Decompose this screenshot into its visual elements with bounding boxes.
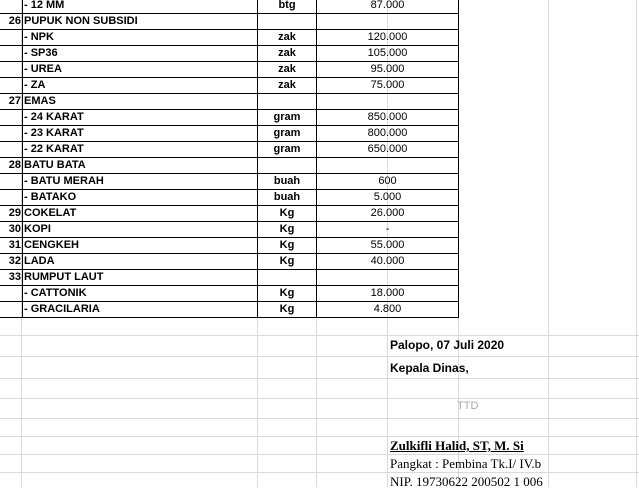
item-unit-cell[interactable]: gram bbox=[258, 110, 317, 126]
row-number-cell[interactable] bbox=[0, 190, 23, 206]
item-name-cell[interactable]: - 12 MM bbox=[23, 0, 258, 14]
row-number-cell[interactable]: 33 bbox=[0, 270, 23, 286]
item-price-cell[interactable]: 105.000 bbox=[317, 46, 459, 62]
item-unit-cell[interactable] bbox=[258, 14, 317, 30]
table-row bbox=[0, 190, 639, 206]
table-row bbox=[0, 238, 639, 254]
item-price-cell[interactable]: 5.000 bbox=[317, 190, 459, 206]
item-price-cell[interactable]: 600 bbox=[317, 174, 459, 190]
table-row bbox=[0, 62, 639, 78]
table-row bbox=[0, 94, 639, 110]
table-row bbox=[0, 142, 639, 158]
table-row bbox=[0, 206, 639, 222]
table-row bbox=[0, 0, 639, 14]
item-name-cell[interactable]: RUMPUT LAUT bbox=[23, 270, 258, 286]
row-number-cell[interactable]: 27 bbox=[0, 94, 23, 110]
table-row bbox=[0, 286, 639, 302]
item-price-cell[interactable] bbox=[317, 270, 459, 286]
table-row bbox=[0, 78, 639, 94]
item-unit-cell[interactable]: btg bbox=[258, 0, 317, 14]
row-number-cell[interactable] bbox=[0, 78, 23, 94]
item-name-cell[interactable]: - 22 KARAT bbox=[23, 142, 258, 158]
item-unit-cell[interactable] bbox=[258, 270, 317, 286]
item-name-cell[interactable]: - NPK bbox=[23, 30, 258, 46]
gridline bbox=[0, 418, 639, 419]
item-name-cell[interactable]: PUPUK NON SUBSIDI bbox=[23, 14, 258, 30]
row-number-cell[interactable]: 32 bbox=[0, 254, 23, 270]
gridline bbox=[0, 436, 639, 437]
item-name-cell[interactable]: - UREA bbox=[23, 62, 258, 78]
item-unit-cell[interactable]: zak bbox=[258, 46, 317, 62]
table-row bbox=[0, 110, 639, 126]
item-name-cell[interactable]: BATU BATA bbox=[23, 158, 258, 174]
item-name-cell[interactable]: - GRACILARIA bbox=[23, 302, 258, 318]
row-number-cell[interactable]: 28 bbox=[0, 158, 23, 174]
item-unit-cell[interactable]: Kg bbox=[258, 206, 317, 222]
table-row bbox=[0, 158, 639, 174]
table-row bbox=[0, 222, 639, 238]
item-name-cell[interactable]: EMAS bbox=[23, 94, 258, 110]
item-price-cell[interactable]: 26.000 bbox=[317, 206, 459, 222]
row-number-cell[interactable] bbox=[0, 62, 23, 78]
row-number-cell[interactable] bbox=[0, 46, 23, 62]
table-row bbox=[0, 30, 639, 46]
item-price-cell[interactable]: 95.000 bbox=[317, 62, 459, 78]
row-number-cell[interactable] bbox=[0, 302, 23, 318]
item-unit-cell[interactable]: Kg bbox=[258, 302, 317, 318]
item-name-cell[interactable]: - ZA bbox=[23, 78, 258, 94]
item-unit-cell[interactable]: Kg bbox=[258, 254, 317, 270]
item-price-cell[interactable]: - bbox=[317, 222, 459, 238]
item-price-cell[interactable]: 850.000 bbox=[317, 110, 459, 126]
item-price-cell[interactable]: 120.000 bbox=[317, 30, 459, 46]
item-name-cell[interactable]: - BATU MERAH bbox=[23, 174, 258, 190]
item-name-cell[interactable]: - CATTONIK bbox=[23, 286, 258, 302]
item-name-cell[interactable]: - 24 KARAT bbox=[23, 110, 258, 126]
table-row bbox=[0, 14, 639, 30]
gridline bbox=[0, 378, 639, 379]
item-unit-cell[interactable]: Kg bbox=[258, 238, 317, 254]
item-price-cell[interactable] bbox=[317, 158, 459, 174]
item-unit-cell[interactable]: Kg bbox=[258, 286, 317, 302]
table-row bbox=[0, 254, 639, 270]
row-number-cell[interactable] bbox=[0, 0, 23, 14]
item-name-cell[interactable]: CENGKEH bbox=[23, 238, 258, 254]
item-price-cell[interactable] bbox=[317, 94, 459, 110]
table-row bbox=[0, 174, 639, 190]
item-unit-cell[interactable]: gram bbox=[258, 126, 317, 142]
row-number-cell[interactable]: 31 bbox=[0, 238, 23, 254]
item-unit-cell[interactable]: buah bbox=[258, 190, 317, 206]
row-number-cell[interactable] bbox=[0, 174, 23, 190]
row-number-cell[interactable] bbox=[0, 286, 23, 302]
item-price-cell[interactable]: 87.000 bbox=[317, 0, 459, 14]
item-unit-cell[interactable]: zak bbox=[258, 30, 317, 46]
official-name: Zulkifli Halid, ST, M. Si bbox=[390, 438, 524, 453]
row-number-cell[interactable] bbox=[0, 126, 23, 142]
item-unit-cell[interactable]: Kg bbox=[258, 222, 317, 238]
row-number-cell[interactable]: 29 bbox=[0, 206, 23, 222]
item-price-cell[interactable]: 4.800 bbox=[317, 302, 459, 318]
table-row bbox=[0, 126, 639, 142]
ttd-text: TTD bbox=[457, 400, 479, 412]
item-price-cell[interactable]: 75.000 bbox=[317, 78, 459, 94]
gridline bbox=[0, 335, 639, 336]
row-number-cell[interactable] bbox=[0, 30, 23, 46]
item-unit-cell[interactable]: zak bbox=[258, 78, 317, 94]
item-unit-cell[interactable]: buah bbox=[258, 174, 317, 190]
nip-text: NIP. 19730622 200502 1 006 bbox=[390, 474, 543, 489]
item-price-cell[interactable]: 650.000 bbox=[317, 142, 459, 158]
table-row bbox=[0, 270, 639, 286]
item-price-cell[interactable]: 40.000 bbox=[317, 254, 459, 270]
gridline bbox=[0, 472, 639, 473]
item-unit-cell[interactable] bbox=[258, 94, 317, 110]
item-name-cell[interactable]: - SP36 bbox=[23, 46, 258, 62]
gridline bbox=[0, 454, 639, 455]
gridline bbox=[0, 356, 639, 357]
table-row bbox=[0, 302, 639, 318]
item-name-cell[interactable]: - 23 KARAT bbox=[23, 126, 258, 142]
item-unit-cell[interactable] bbox=[258, 158, 317, 174]
rank-text: Pangkat : Pembina Tk.I/ IV.b bbox=[390, 456, 542, 471]
row-number-cell[interactable]: 30 bbox=[0, 222, 23, 238]
table-row bbox=[0, 46, 639, 62]
item-price-cell[interactable]: 800.000 bbox=[317, 126, 459, 142]
item-price-cell[interactable] bbox=[317, 14, 459, 30]
item-name-cell[interactable]: - BATAKO bbox=[23, 190, 258, 206]
place-date-text: Palopo, 07 Juli 2020 bbox=[390, 338, 505, 352]
item-unit-cell[interactable]: zak bbox=[258, 62, 317, 78]
item-name-cell[interactable]: LADA bbox=[23, 254, 258, 270]
gridline bbox=[0, 398, 639, 399]
item-name-cell[interactable]: COKELAT bbox=[23, 206, 258, 222]
item-price-cell[interactable]: 55.000 bbox=[317, 238, 459, 254]
position-text: Kepala Dinas, bbox=[390, 361, 469, 375]
item-unit-cell[interactable]: gram bbox=[258, 142, 317, 158]
row-number-cell[interactable] bbox=[0, 142, 23, 158]
row-number-cell[interactable]: 26 bbox=[0, 14, 23, 30]
row-number-cell[interactable] bbox=[0, 110, 23, 126]
item-name-cell[interactable]: KOPI bbox=[23, 222, 258, 238]
item-price-cell[interactable]: 18.000 bbox=[317, 286, 459, 302]
